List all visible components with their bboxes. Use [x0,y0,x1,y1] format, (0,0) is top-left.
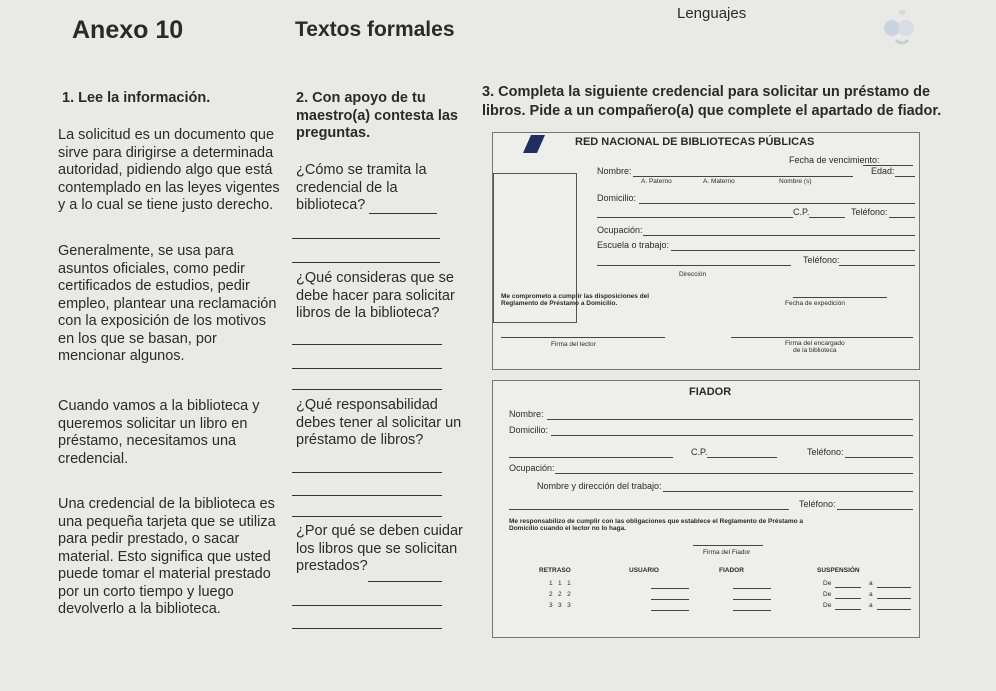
question-3: ¿Qué responsabilidad debes tener al solicitar un préstamo de libros? [296,397,462,448]
answer-3-line-c[interactable] [292,516,442,517]
card-zip-line[interactable] [809,217,845,218]
delay-column-header: RETRASO [539,567,571,574]
card-phone-line[interactable] [889,217,915,218]
guarantor-address-label: Domicilio: [509,425,549,435]
guarantor-section [492,380,920,638]
suspension-to-line-3[interactable] [877,609,911,610]
guarantor-occupation-line[interactable] [555,473,913,474]
card-age-label: Edad: [871,166,895,176]
guarantor-name-label: Nombre: [509,409,544,419]
librarian-signature-label: Firma del encargado de la biblioteca [785,340,845,354]
answer-2-line-b[interactable] [292,368,442,369]
question-1: ¿Cómo se tramita la credencial de la biblioteca? [296,162,427,213]
paternal-surname-label: A. Paterno [641,178,672,185]
suspension-from-line-2[interactable] [835,598,861,599]
answer-3-line-a[interactable] [292,472,442,473]
expiration-date-label: Fecha de vencimiento: [789,155,880,165]
maternal-surname-label: A. Materno [703,178,735,185]
user-line-3[interactable] [651,610,689,611]
responsibility-text: Me responsabilizo de cumplir con las obligaciones que establece el Reglamento de Préstamo a Domicilio cuando el lector no lo haga. [509,518,804,532]
guarantor-name-line[interactable] [547,419,913,420]
card-address-line[interactable] [639,203,915,204]
guarantor-occupation-label: Ocupación: [509,463,555,473]
page-title: Textos formales [295,18,455,41]
delay-row-3: 3 3 3 [549,602,571,609]
section-2-heading: 2. Con apoyo de tu maestro(a) contesta las preguntas. [296,90,458,141]
library-card [492,132,920,370]
guarantor-phone2-label: Teléfono: [799,499,836,509]
guarantor-phone-line[interactable] [845,457,913,458]
guarantor-address-line[interactable] [551,435,913,436]
guarantor-column-header: FIADOR [719,567,744,574]
info-paragraph-1: La solicitud es un documento que sirve para dirigirse a determinada autoridad, pidiendo algo que está contemplado en las leyes vigentes y a lo cual se tiene justo derecho. [58,127,280,213]
suspension-from-label-1: De [823,580,832,587]
answer-1-line-a[interactable] [369,213,437,214]
card-address-label: Domicilio: [597,193,637,203]
answer-3-line-b[interactable] [292,495,442,496]
info-paragraph-4: Una credencial de la biblioteca es una pequeña tarjeta que se utiliza para pedir prestado, o sacar material. Esto significa que usted puede tomar el material prestado por un corto tiempo y luego devolverlo a la biblioteca. [58,496,276,617]
card-phone2-line[interactable] [839,265,915,266]
guarantor-phone-label: Teléfono: [807,447,844,457]
card-title: RED NACIONAL DE BIBLIOTECAS PÚBLICAS [575,136,815,148]
card-occupation-label: Ocupación: [597,225,643,235]
guarantor-line-1[interactable] [733,588,771,589]
answer-4-line-c[interactable] [292,628,442,629]
decorative-illustration-icon [870,8,930,48]
suspension-from-label-2: De [823,591,832,598]
guarantor-address-line-2[interactable] [509,457,673,458]
answer-1-line-b[interactable] [292,238,440,239]
card-age-line[interactable] [895,176,915,177]
issue-date-label: Fecha de expedición [785,300,845,307]
issue-date-line[interactable] [793,297,887,298]
card-name-label: Nombre: [597,166,632,176]
guarantor-work-line-2[interactable] [509,509,789,510]
guarantor-phone2-line[interactable] [837,509,913,510]
delay-row-2: 2 2 2 [549,591,571,598]
guarantor-work-line[interactable] [663,491,913,492]
card-phone2-label: Teléfono: [803,255,840,265]
card-phone-label: Teléfono: [851,207,888,217]
card-school-line[interactable] [671,250,915,251]
suspension-to-line-2[interactable] [877,598,911,599]
info-paragraph-3: Cuando vamos a la biblioteca y queremos solicitar un libro en préstamo, necesitamos una credencial. [58,398,260,467]
answer-4-line-b[interactable] [292,605,442,606]
reader-signature-line[interactable] [501,337,665,338]
delay-row-1: 1 1 1 [549,580,571,587]
user-line-1[interactable] [651,588,689,589]
guarantor-work-label: Nombre y dirección del trabajo: [537,481,662,491]
guarantor-signature-line[interactable] [693,545,763,546]
suspension-to-line-1[interactable] [877,587,911,588]
address-caption: Dirección [679,271,707,278]
answer-4-line-a[interactable] [368,581,442,582]
section-1-heading: 1. Lee la información. [62,90,211,106]
librarian-signature-line[interactable] [731,337,913,338]
guarantor-line-2[interactable] [733,599,771,600]
suspension-to-label-3: a [869,602,873,609]
guarantor-signature-label: Firma del Fiador [703,549,751,556]
guarantor-title: FIADOR [689,386,732,398]
guarantor-line-3[interactable] [733,610,771,611]
suspension-to-label-2: a [869,591,873,598]
suspension-column-header: SUSPENSIÓN [817,567,860,574]
info-paragraph-2: Generalmente, se usa para asuntos oficiales, como pedir certificados de estudios, pedir empleo, plantear una reclamación con la exposición de los motivos en los que se basan, por mencionar algunos. [58,243,277,364]
answer-1-line-c[interactable] [292,262,440,263]
suspension-to-label-1: a [869,580,873,587]
card-school-label: Escuela o trabajo: [597,240,670,250]
guarantor-zip-label: C.P. [691,447,708,457]
guarantor-zip-line[interactable] [707,457,777,458]
question-2: ¿Qué consideras que se debe hacer para solicitar libros de la biblioteca? [296,270,455,321]
answer-2-line-c[interactable] [292,389,442,390]
annex-label: Anexo 10 [72,16,184,44]
suspension-from-line-1[interactable] [835,587,861,588]
given-names-label: Nombre (s) [779,178,812,185]
library-logo-icon [523,135,545,153]
card-zip-label: C.P. [793,207,810,217]
card-occupation-line[interactable] [643,235,915,236]
card-school-address-line[interactable] [597,265,791,266]
reader-signature-label: Firma del lector [551,341,596,348]
section-3-heading: 3. Completa la siguiente credencial para solicitar un préstamo de libros. Pide a un compañero(a) que complete el apartado de fiador. [482,84,942,119]
subject-label: Lenguajes [677,5,747,22]
card-address-line-2[interactable] [597,217,793,218]
commitment-text: Me comprometo a cumplir las disposiciones del Reglamento de Préstamo a Domicilio. [501,293,650,307]
user-line-2[interactable] [651,599,689,600]
card-name-line[interactable] [633,176,853,177]
question-4: ¿Por qué se deben cuidar los libros que se solicitan prestados? [296,523,463,574]
suspension-from-label-3: De [823,602,832,609]
suspension-from-line-3[interactable] [835,609,861,610]
answer-2-line-a[interactable] [292,344,442,345]
user-column-header: USUARIO [629,567,659,574]
